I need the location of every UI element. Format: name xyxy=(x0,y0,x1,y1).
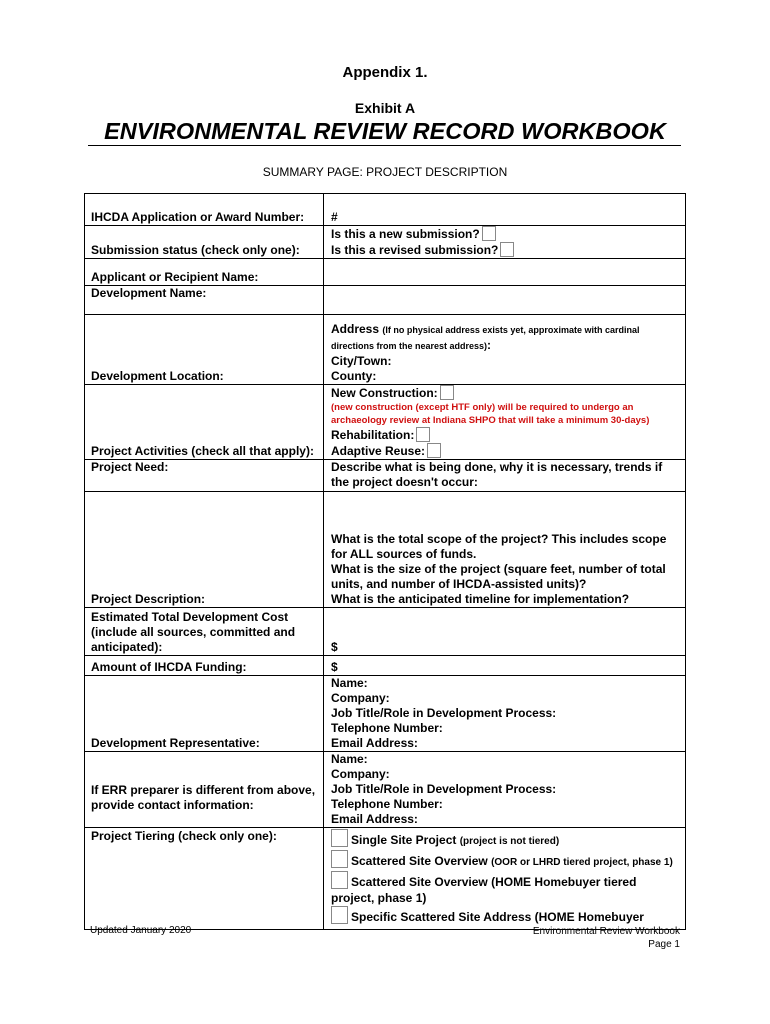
development-representative-label: Development Representative: xyxy=(85,676,324,752)
ihcda-funding-field[interactable]: $ xyxy=(324,656,686,676)
total-cost-field[interactable]: $ xyxy=(324,608,686,656)
project-need-label: Project Need: xyxy=(85,460,324,492)
scope-prompt: What is the total scope of the project? This includes scope for ALL sources of funds. xyxy=(331,532,667,561)
footer-page-number: Page 1 xyxy=(648,939,680,950)
err-preparer-field[interactable] xyxy=(324,752,686,828)
development-name-label: Development Name: xyxy=(85,286,324,315)
scattered-overview-note: (OOR or LHRD tiered project, phase 1) xyxy=(491,857,673,868)
scattered-home-label: Scattered Site Overview (HOME Homebuyer tiered project, phase 1) xyxy=(331,875,637,905)
development-representative-field[interactable] xyxy=(324,676,686,752)
submission-status-cell xyxy=(324,226,686,259)
project-description-table xyxy=(84,193,686,930)
project-activities-label: Project Activities (check all that apply): xyxy=(85,385,324,460)
err-name-label: Name: xyxy=(331,752,368,766)
applicant-name-label: Applicant or Recipient Name: xyxy=(85,259,324,286)
project-tiering-cell xyxy=(324,828,686,930)
project-need-field[interactable]: Describe what is being done, why it is necessary, trends if the project doesn't occur: xyxy=(324,460,686,492)
new-construction-note: (new construction (except HTF only) will be required to undergo an archaeology review at Indiana SHPO that will take a minimum 30-days) xyxy=(331,402,650,426)
specific-site-checkbox[interactable] xyxy=(331,906,348,924)
award-number-label: IHCDA Application or Award Number: xyxy=(85,194,324,226)
award-number-field[interactable]: # xyxy=(324,194,686,226)
development-name-field[interactable] xyxy=(324,286,686,315)
rep-phone-label: Telephone Number: xyxy=(331,721,443,735)
document-title: ENVIRONMENTAL REVIEW RECORD WORKBOOK xyxy=(104,118,666,144)
development-location-label: Development Location: xyxy=(85,315,324,385)
size-prompt: What is the size of the project (square feet, number of total units, and number of IHCDA-assisted units)? xyxy=(331,562,666,591)
revised-submission-checkbox[interactable] xyxy=(500,242,514,257)
rep-name-label: Name: xyxy=(331,676,368,690)
err-company-label: Company: xyxy=(331,767,390,781)
city-label: City/Town: xyxy=(331,354,392,368)
project-description-label: Project Description: xyxy=(85,492,324,608)
err-email-label: Email Address: xyxy=(331,812,418,826)
new-construction-label: New Construction: xyxy=(331,386,438,400)
appendix-heading: Appendix 1. xyxy=(342,64,428,81)
address-note: (If no physical address exists yet, approximate with cardinal directions from the nearest address) xyxy=(331,325,640,351)
single-site-checkbox[interactable] xyxy=(331,829,348,847)
footer-page-info xyxy=(533,925,680,951)
ihcda-funding-label: Amount of IHCDA Funding: xyxy=(85,656,324,676)
new-submission-label: Is this a new submission? xyxy=(331,227,480,241)
project-description-field[interactable] xyxy=(324,492,686,608)
county-label: County: xyxy=(331,369,377,383)
submission-status-label: Submission status (check only one): xyxy=(85,226,324,259)
summary-heading: SUMMARY PAGE: PROJECT DESCRIPTION xyxy=(262,165,508,179)
specific-site-label: Specific Scattered Site Address (HOME Homebuyer xyxy=(351,910,644,924)
adaptive-reuse-label: Adaptive Reuse: xyxy=(331,444,426,458)
scattered-home-checkbox[interactable] xyxy=(331,871,348,889)
applicant-name-field[interactable] xyxy=(324,259,686,286)
single-site-label: Single Site Project xyxy=(351,833,457,847)
adaptive-reuse-checkbox[interactable] xyxy=(427,443,441,458)
project-tiering-label: Project Tiering (check only one): xyxy=(85,828,324,930)
scattered-overview-label: Scattered Site Overview xyxy=(351,854,488,868)
new-construction-checkbox[interactable] xyxy=(440,385,454,400)
rehabilitation-checkbox[interactable] xyxy=(416,427,430,442)
project-activities-cell xyxy=(324,385,686,460)
err-phone-label: Telephone Number: xyxy=(331,797,443,811)
err-job-label: Job Title/Role in Development Process: xyxy=(331,782,557,796)
single-site-note: (project is not tiered) xyxy=(459,836,560,847)
scattered-overview-checkbox[interactable] xyxy=(331,850,348,868)
rehabilitation-label: Rehabilitation: xyxy=(331,428,415,442)
new-submission-checkbox[interactable] xyxy=(482,226,496,241)
total-cost-label: Estimated Total Development Cost (include all sources, committed and anticipated): xyxy=(85,608,324,656)
err-preparer-label: If ERR preparer is different from above, provide contact information: xyxy=(85,752,324,828)
address-colon: : xyxy=(487,338,492,352)
development-location-field[interactable] xyxy=(324,315,686,385)
exhibit-heading: Exhibit A xyxy=(354,100,416,116)
rep-job-label: Job Title/Role in Development Process: xyxy=(331,706,557,720)
rep-email-label: Email Address: xyxy=(331,736,418,750)
revised-submission-label: Is this a revised submission? xyxy=(331,243,499,257)
rep-company-label: Company: xyxy=(331,691,390,705)
address-label: Address xyxy=(331,322,380,336)
title-divider xyxy=(88,145,681,146)
footer-doc-name: Environmental Review Workbook xyxy=(532,926,680,937)
timeline-prompt: What is the anticipated timeline for implementation? xyxy=(331,592,630,606)
footer-updated: Updated January 2020 xyxy=(90,925,192,936)
